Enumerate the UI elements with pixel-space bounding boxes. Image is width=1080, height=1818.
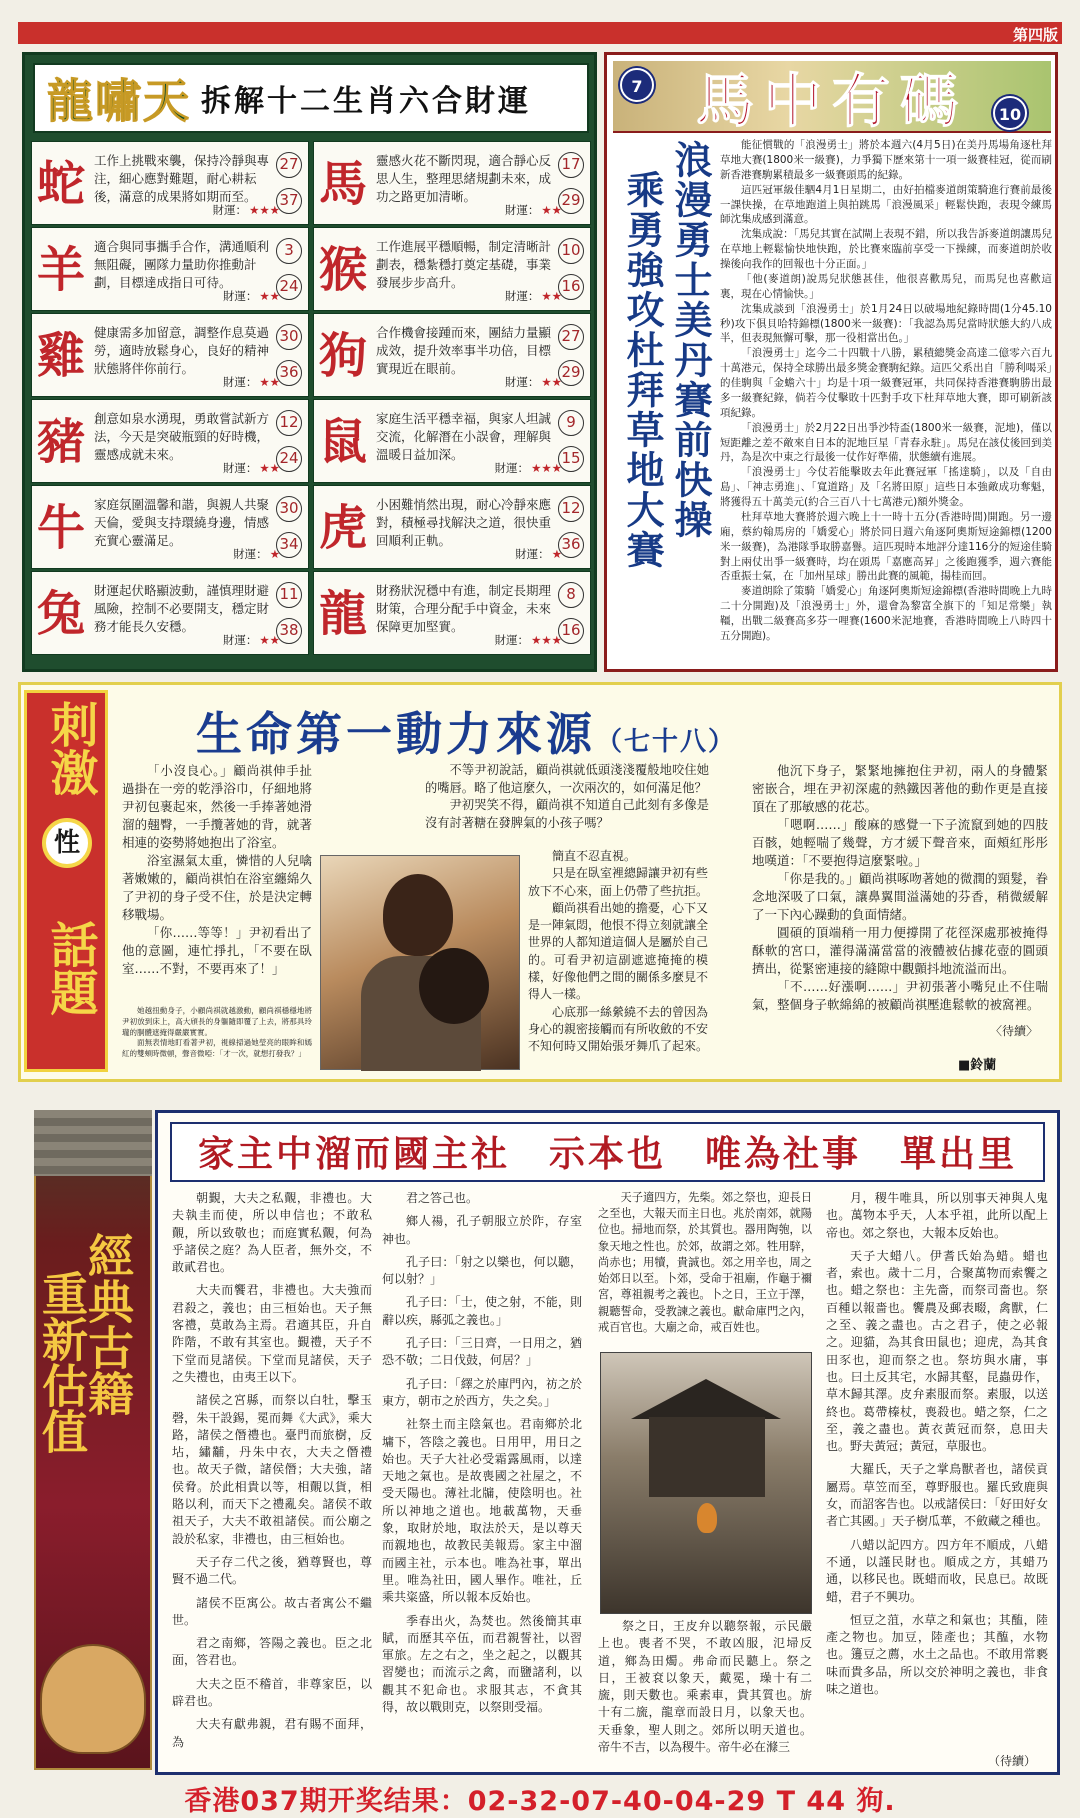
classic-column <box>598 1190 812 1342</box>
zodiac-animal: 馬 <box>318 156 367 212</box>
zodiac-section <box>22 52 597 672</box>
lucky-number: 15 <box>558 446 584 472</box>
zodiac-fortune-text: 小困難悄然出現，耐心冷靜來應對，積極尋找解決之道，很快重回順利正軌。 <box>376 497 552 548</box>
lucky-number: 27 <box>276 152 302 178</box>
story-title-main: 生命第一動力來源 <box>196 707 596 761</box>
zodiac-wealth <box>94 202 280 218</box>
paragraph: 這匹冠軍級佳駟4月1日星期二，由好拍檔麥道朗策騎進行賽前最後一課快操，在草地跑道上與拍跳馬「浪漫風采」輕鬆快跑，表現令練馬師沈集成感到滿意。 <box>720 183 1052 226</box>
paragraph: 顧尚祺看出她的擔憂，心下又是一陣氣悶，他恨不得立刻就讓全世界的人都知道這個人是屬於自己的。可看尹初這副遮遮掩掩的模樣，好像他們之間的關係多麼見不得人一樣。 <box>528 900 708 1002</box>
paragraph: 沈集成說：「馬兒其實在試閘上表現不錯，所以我告訴麥道朗讓馬兒在草地上輕鬆愉快地快跑，於比賽來臨前享受一下操練，而麥道朗於收操後向我作的回報也十分正面。」 <box>720 228 1052 270</box>
wealth-stars: ★★ <box>259 375 280 389</box>
wealth-label: 財運： <box>494 461 530 475</box>
wealth-label: 財運： <box>504 375 540 389</box>
zodiac-wealth <box>94 546 280 562</box>
lucky-number: 8 <box>558 582 584 608</box>
paragraph: 「嗯啊……」酸麻的感覺一下子流竄到她的四肢百骸，她輕喘了幾聲，方才緩下聲音來，面頰紅彤彤地嘆道：「不要抱得這麼緊啦。」 <box>752 817 1048 868</box>
lucky-number: 10 <box>558 238 584 264</box>
story-column <box>528 848 708 1055</box>
paragraph: 不等尹初說話，顧尚祺就低頭淺淺覆般地咬住她的嘴唇。略了他這麼久，一次兩次的，如何滿足他？ <box>425 763 709 795</box>
paragraph: 面無表情地盯看著尹初，視線掃過她瑩亮的眼眸和嫣紅的雙頰時微頓，聲音微啞：「才一次，就想打發我？」 <box>122 1038 312 1059</box>
classic-column <box>172 1190 372 1757</box>
zodiac-fortune-text: 合作機會接踵而來，團結力量顯成效，提升效率事半功倍，目標實現近在眼前。 <box>376 325 552 376</box>
paragraph: 季春出火，為焚也。然後簡其車賦，而歷其卒伍，而君親誓社，以習軍旅。左之右之，坐之起之，以觀其習變也；而流示之禽，而鹽諸利，以觀其不犯命也。求服其志，不貪其得，故以戰則克，以祭則受福。 <box>382 1613 582 1715</box>
zodiac-fortune-text: 工作上挑戰來襲，保持冷靜與專注，細心應對難題，耐心耕耘後，滿意的成果將如期而至。 <box>94 153 270 204</box>
paragraph: 諸侯不臣寓公。故古者寓公不繼世。 <box>172 1595 372 1627</box>
wealth-stars: ★★ <box>259 289 280 303</box>
lucky-number: 30 <box>276 496 302 522</box>
zodiac-animal: 鼠 <box>318 414 367 470</box>
lucky-number: 30 <box>276 324 302 350</box>
wealth-label: 財運： <box>212 203 248 217</box>
zodiac-fortune-text: 家庭生活平穩幸福，與家人坦誠交流，化解潛在小誤會，理解與溫暖日益加深。 <box>376 411 552 462</box>
zodiac-fortune-text: 家庭氛圍溫馨和諧，與親人共聚天倫，愛與支持環繞身邊，情感充實心靈滿足。 <box>94 497 270 548</box>
lottery-result-banner: 香港037期开奖结果：02-32-07-40-04-29 T 44 狗. <box>184 1786 896 1817</box>
wealth-stars: ★★★ <box>249 203 280 217</box>
paragraph: 麥道朗除了策騎「嬌愛心」角逐阿奧斯短途錦標(香港時間晚上九時二十分開跑)及「浪漫勇士」外，還會為黎富全旗下的「知足常樂」執韁，出戰二級賽高多芬一哩賽(1600米泥地賽，香港時間晚上八時四十五分開跑)。 <box>720 585 1052 642</box>
wealth-label: 財運： <box>504 203 540 217</box>
paragraph: 他沉下身子，緊緊地擁抱住尹初，兩人的身體緊密嵌合，埋在尹初深處的熱鐵因著他的動作更是直接頂在了那敏感的花芯。 <box>752 763 1048 814</box>
paragraph: 簡直不忍直視。 <box>552 849 637 863</box>
zodiac-wealth <box>94 632 280 648</box>
classic-column <box>598 1618 812 1762</box>
story-side-label: 話題 <box>42 920 98 1016</box>
story-couple-photo <box>320 855 520 1070</box>
paragraph: 「小沒良心。」顧尚祺伸手扯過掛在一旁的乾淨浴巾，仔細地將尹初包裹起來，然後一手捧著她滑溜的翹臀，一手攬著她的背，就著相連的姿勢將她抱出了浴室。 <box>122 763 312 850</box>
paragraph: 孔子曰：「三日齊，一日用之，猶恐不敬；二日伐鼓，何居？」 <box>382 1336 582 1368</box>
wealth-label: 財運： <box>233 547 268 561</box>
wealth-stars: ★★ <box>541 375 562 389</box>
zodiac-cell <box>313 485 591 569</box>
temple-ritual-photo <box>600 1352 812 1614</box>
story-author: ■鈴蘭 <box>958 1058 997 1073</box>
zodiac-cell <box>313 571 591 655</box>
zodiac-fortune-text: 工作進展平穩順暢，制定清晰計劃表，穩紮穩打奠定基礎，事業發展步步高升。 <box>376 239 552 290</box>
zodiac-cell <box>313 227 591 311</box>
wealth-stars: ★ <box>269 547 280 561</box>
story-column <box>425 762 709 833</box>
wealth-stars: ★★★ <box>531 633 562 647</box>
paragraph: 「浪漫勇士」迄今二十四戰十八勝，累積總獎金高達二億零六百九十萬港元，保持全球勝出最多獎金賽駒紀錄。這匹父系出自「勝利喝采」的佳駒與「金蟾六十」均是十項一級賽冠軍，共同保持香港賽駒勝出最多一級賽紀錄，倘若今仗擊敗十匹對手攻下杜拜草地大賽，即可刷新該項紀錄。 <box>720 347 1052 419</box>
zodiac-fortune-text: 財務狀況穩中有進，制定長期理財策，合理分配手中資金，未來保障更加堅實。 <box>376 583 552 634</box>
lucky-number: 29 <box>558 188 584 214</box>
wealth-label: 財運： <box>504 289 540 303</box>
wealth-stars: ★★ <box>541 289 562 303</box>
lucky-number: 36 <box>276 360 302 386</box>
page-label: 第四版 <box>1012 26 1058 44</box>
paragraph: 大夫有獻弗親，君有賜不面拜，為 <box>172 1717 372 1749</box>
paragraph: 她越扭動身子，小顧尚祺就越激動，顧尚祺穩穩地將尹初放到床上，高大頎長的身軀隨即覆了上去，將那具玲瓏的胴體遮掩得嚴嚴實實。 <box>122 1006 312 1037</box>
header-bar <box>18 22 1062 44</box>
zodiac-wealth <box>94 460 280 476</box>
zodiac-animal: 虎 <box>318 500 367 556</box>
scroll-roll-top <box>34 1110 152 1176</box>
paragraph: 恒豆之菹，水草之和氣也；其醢，陸產之物也。加豆，陸產也；其醢，水物也。籩豆之薦，水土之品也。不敢用常褻味而貴多品，所以交於神明之義也，非食味之道也。 <box>826 1612 1048 1697</box>
paragraph: 諸侯之宮縣，而祭以白牡，擊玉磬，朱干設錫，冕而舞《大武》，乘大路，諸侯之僭禮也。臺門而旅樹，反坫，繡黼，丹朱中衣，大夫之僭禮也。故天子微，諸侯僭；大夫強，諸侯脅。於此相貴以等，相覿以貨，相賂以利，而天下之禮亂矣。諸侯不敢祖天子，大夫不敢祖諸侯。而公廟之設於私家，非禮也，由三桓始也。 <box>172 1393 372 1546</box>
zodiac-wealth <box>94 374 280 390</box>
lucky-number: 24 <box>276 446 302 472</box>
horse-number-badge: 10 <box>993 96 1027 130</box>
zodiac-fortune-text: 靈感火花不斷閃現，適合靜心反思人生，整理思緒規劃未來，成功之路更加清晰。 <box>376 153 552 204</box>
sage-portrait <box>40 1644 146 1754</box>
lucky-number: 12 <box>276 410 302 436</box>
classic-continue-note: （待續） <box>988 1754 1037 1768</box>
lucky-number: 29 <box>558 360 584 386</box>
story-column <box>122 762 312 978</box>
paragraph: 大夫之臣不稽首，非尊家臣，以辟君也。 <box>172 1676 372 1709</box>
zodiac-wealth <box>376 546 562 562</box>
paragraph: 大夫而饗君，非禮也。大夫強而君殺之，義也；由三桓始也。天子無客禮，莫敢為主焉。君適其臣，升自阼階，不敢有其室也。覲禮，天子不下堂而見諸侯。下堂而見諸侯，天子之失禮也，由夷王以下。 <box>172 1283 372 1384</box>
paragraph: 尹初哭笑不得，顧尚祺不知道自己此刻有多像是沒有討著糖在發脾氣的小孩子嗎？ <box>425 798 709 830</box>
paragraph: 大羅氏，天子之掌鳥獸者也，諸侯貢屬焉。草笠而至，尊野服也。羅氏致鹿與女，而詔客告也。以戒諸侯曰：「好田好女者亡其國。」天子樹瓜華，不斂藏之種也。 <box>826 1462 1048 1529</box>
horse-headline: 浪漫勇士美丹賽前快操 <box>668 140 713 540</box>
classic-side-label: 重新估值 <box>35 1270 89 1454</box>
zodiac-animal: 龍 <box>318 586 367 642</box>
paragraph: 朝覲，大夫之私覿，非禮也。大夫執圭而使，所以申信也；不敢私覿，所以致敬也；而庭實私覿，何為乎諸侯之庭？為人臣者，無外交，不敢貳君也。 <box>172 1191 372 1275</box>
horse-number-badge: 7 <box>620 68 654 102</box>
zodiac-cell <box>31 313 309 397</box>
zodiac-title-bar <box>33 63 589 133</box>
zodiac-animal: 豬 <box>36 414 85 470</box>
paragraph: 孔子曰：「射之以樂也，何以聽，何以射？」 <box>382 1254 582 1287</box>
paragraph: 君之南鄉，答陽之義也。臣之北面，答君也。 <box>172 1636 372 1668</box>
zodiac-cell <box>31 227 309 311</box>
zodiac-fortune-text: 適合與同事攜手合作，溝通順利無阻礙，團隊力量助你推動計劃，目標達成指日可待。 <box>94 239 270 290</box>
lucky-number: 3 <box>276 238 302 264</box>
classic-side-label: 經典古籍 <box>81 1232 135 1416</box>
paragraph: 天子適四方，先柴。郊之祭也，迎長日之至也，大報天而主日也。兆於南郊，就陽位也。掃地而祭，於其質也。器用陶匏，以象天地之性也。於郊，故謂之郊。牲用騂，尚赤也；用犢，貴誠也。郊之用辛也，周之始郊日以至。卜郊，受命于祖廟，作龜于禰宮，尊祖親考之義也。卜之日，王立于澤，親聽誓命，受教諫之義也。獻命庫門之內，戒百官也。大廟之命，戒百姓也。 <box>598 1191 812 1334</box>
lucky-number: 34 <box>276 532 302 558</box>
horse-headline: 乘勇強攻杜拜草地大賽 <box>620 170 665 570</box>
paragraph: 社祭土而主陰氣也。君南鄉於北墉下，答陰之義也。日用甲，用日之始也。天子大社必受霜露風雨，以達天地之氣也。是故喪國之社屋之，不受天陽也。薄社北牖，使陰明也。社所以神地之道也。地載萬物，天垂象，取財於地，取法於天，是以尊天而親地也，故教民美報焉。家主中溜而國主社，示本也。唯為社事，單出里。唯為社田，國人畢作。唯社，丘乘共粢盛，所以報本反始也。 <box>382 1417 582 1605</box>
paragraph: 「你是我的。」顧尚祺啄吻著她的微潤的頸髮，眷念地深吸了口氣，讓鼻翼間溢滿她的芬香，稍微緩解了一下內心躁動的負面情緒。 <box>752 871 1048 922</box>
horse-title: 馬中有碼 <box>695 67 968 135</box>
lucky-number: 38 <box>276 618 302 644</box>
lucky-number: 9 <box>558 410 584 436</box>
wealth-label: 財運： <box>222 461 258 475</box>
lucky-number: 27 <box>558 324 584 350</box>
paragraph: 八蜡以記四方。四方年不順成，八蜡不通，以謹民財也。順成之方，其蜡乃通，以移民也。既蜡而收，民息已。故既蜡，君子不興功。 <box>826 1537 1048 1604</box>
classic-column <box>826 1190 1048 1704</box>
paragraph: 「你……等等！」尹初看出了他的意圖，連忙掙扎，「不要在臥室……不對，不要再來了！」 <box>122 925 312 976</box>
story-column <box>122 1006 312 1060</box>
paragraph: 「浪漫勇士」今仗若能擊敗去年此賽冠軍「搖達騎」，以及「自由島」、「神志勇進」、「寬道路」及「名將田原」這些日本強敵成功奪魁，將獲得五十萬美元(約合三百八十七萬港元)額外獎金。 <box>720 466 1052 508</box>
classic-column <box>382 1190 582 1722</box>
zodiac-cell <box>313 313 591 397</box>
zodiac-subtitle: 拆解十二生肖六合財運 <box>201 84 531 119</box>
horse-banner <box>613 61 1051 133</box>
wealth-label: 財運： <box>222 633 258 647</box>
lucky-number: 11 <box>276 582 302 608</box>
wealth-stars: ★ <box>551 547 562 561</box>
zodiac-wealth <box>376 202 562 218</box>
paragraph: 鄉人禓，孔子朝服立於阼，存室神也。 <box>382 1214 582 1246</box>
paragraph: 浴室濕氣太重，憐惜的人兒噙著嫩嫩的，顧尚祺怕在浴室纏綿久了尹初的身子受不住，於是決定轉移戰場。 <box>122 853 312 922</box>
paragraph: 天子大蜡八。伊耆氏始為蜡。蜡也者，索也。歲十二月，合聚萬物而索饗之也。蜡之祭也：主先嗇，而祭司嗇也。祭百種以報嗇也。饗農及郵表畷，禽獸，仁之至、義之盡也。古之君子，使之必報之。迎貓，為其食田鼠也；迎虎，為其食田豕也，迎而祭之也。祭坊與水庸，事也。曰土反其宅，水歸其壑，昆蟲毋作，草木歸其澤。皮弁素服而祭。素服，以送終也。葛帶榛杖，喪殺也。蜡之祭，仁之至，義之盡也。黃衣黃冠而祭，息田夫也。野夫黃冠；黃冠，草服也。 <box>826 1248 1048 1454</box>
wealth-stars: ★★★ <box>531 461 562 475</box>
wealth-label: 財運： <box>494 633 530 647</box>
zodiac-animal: 雞 <box>36 328 85 384</box>
zodiac-animal: 蛇 <box>36 156 85 212</box>
zodiac-wealth <box>376 460 562 476</box>
zodiac-fortune-text: 健康需多加留意，調整作息莫過勞，適時放鬆身心，良好的精神狀態將伴你前行。 <box>94 325 270 376</box>
zodiac-animal: 狗 <box>318 328 367 384</box>
zodiac-cell <box>31 399 309 483</box>
zodiac-cell <box>313 399 591 483</box>
story-title <box>196 698 956 764</box>
paragraph: 祭之日，王皮弁以聽祭報，示民嚴上也。喪者不哭，不敢凶服，氾埽反道，鄉為田燭。弗命而民聽上。祭之日，王被袞以象天，戴冕，璪十有二旒，則天數也。乘素車，貴其質也。旂十有二旒，龍章而設日月，以象天也。天垂象，聖人則之。郊所以明天道也。帝牛不吉，以為稷牛。帝牛必在滌三 <box>598 1619 812 1755</box>
zodiac-brand: 龍嘯天 <box>47 74 191 128</box>
story-title-suffix: （七十八） <box>596 727 737 757</box>
story-side-label: 刺激 <box>42 700 98 796</box>
lucky-number: 16 <box>558 618 584 644</box>
zodiac-cell <box>313 141 591 225</box>
zodiac-animal: 牛 <box>36 500 85 556</box>
wealth-label: 財運： <box>222 375 258 389</box>
lucky-number: 36 <box>558 532 584 558</box>
paragraph: 沈集成談到「浪漫勇士」於1月24日以破場地紀錄時間(1分45.10秒)攻下俱貝哈特錦標(1800米一級賽)：「我認為馬兒當時狀態大約八成半，但表現無懈可擊，那一役相當出色。」 <box>720 302 1052 345</box>
classic-title: 家主中溜而國主社 示本也 唯為社事 單出里 <box>170 1122 1045 1182</box>
zodiac-animal: 兔 <box>36 586 85 642</box>
zodiac-wealth <box>376 374 562 390</box>
paragraph: 杜拜草地大賽將於週六晚上十一時十五分(香港時間)開跑。另一邊廂，蔡約翰馬房的「嬌愛心」將於同日週六角逐阿奧斯短途錦標(1200米一級賽)，為港隊爭取勝嘉譽。這匹現時本地評分達116分的短途佳騎對上兩仗出爭一級賽時，均在頭馬「嘉應高昇」之後跑獲季，週六賽能否重振士氣，在「加州星球」勝出此賽的風範，揚桂而回。 <box>720 510 1052 583</box>
lucky-number: 12 <box>558 496 584 522</box>
story-column <box>752 762 1048 1014</box>
paragraph: 「他(麥道朗)說馬兒狀態甚佳，他很喜歡馬兒，而馬兒也喜歡這裏，現在心情愉快。」 <box>720 272 1052 300</box>
lucky-number: 24 <box>276 274 302 300</box>
paragraph: 只是在臥室裡總歸讓尹初有些放下不心來，面上仍帶了些抗拒。 <box>528 866 708 898</box>
paragraph: 孔子曰：「繹之於庫門內，祊之於東方，朝市之於西方，失之矣。」 <box>382 1376 582 1408</box>
paragraph: 天子存二代之後，猶尊賢也，尊賢不過二代。 <box>172 1554 372 1587</box>
paragraph: 月，稷牛唯具，所以別事天神與人鬼也。萬物本乎天，人本乎祖，此所以配上帝也。郊之祭也，大報本反始也。 <box>826 1191 1048 1240</box>
lucky-number: 16 <box>558 274 584 300</box>
paragraph: 「不……好漲啊……」尹初張著小嘴兒止不住喘氣，整個身子軟綿綿的被顧尚祺壓進鬆軟的被窩裡。 <box>752 979 1048 1012</box>
zodiac-wealth <box>94 288 280 304</box>
zodiac-fortune-text: 創意如泉水湧現，勇敢嘗試新方法，今天是突破瓶頸的好時機，靈感成就未來。 <box>94 411 270 462</box>
paragraph: 君之答己也。 <box>406 1191 479 1205</box>
zodiac-wealth <box>376 288 562 304</box>
paragraph: 心底那一絲縈繞不去的曾因為身心的親密接觸而有所收斂的不安不知何時又開始張牙舞爪了起來。 <box>528 1004 708 1054</box>
lucky-number: 37 <box>276 188 302 214</box>
wealth-label: 財運： <box>222 289 258 303</box>
paragraph: 能征慣戰的「浪漫勇士」將於本週六(4月5日)在美丹馬場角逐杜拜草地大賽(1800米一級賽)，力爭獨下歷來第十一項一級賽桂冠，從而刷新香港賽駒累積最多一級賽頭馬的紀錄。 <box>720 139 1052 181</box>
paragraph: 孔子曰：「士，使之射，不能，則辭以疾，縣弧之義也。」 <box>382 1295 582 1327</box>
paragraph: 「浪漫勇士」於2月22日出爭沙特盃(1800米一級賽，泥地)，僅以短距離之差不敵來自日本的泥地巨星「青春永駐」。馬兒在該仗後回到美丹，為是次中東之行最後一仗作好準備，狀態續有進展。 <box>720 421 1052 464</box>
wealth-stars: ★★ <box>259 461 280 475</box>
paragraph: 圓碩的頂端稍一用力便撐開了花徑深處那被掩得酥軟的宮口，灌得滿滿當當的液體被佔據花壺的圓頭擠出，從緊密連接的縫隙中觀顫抖地流溢而出。 <box>752 925 1048 976</box>
zodiac-fortune-text: 財運起伏略顯波動，謹慎理財避風險，控制不必要開支，穩定財務才能長久安穩。 <box>94 583 270 634</box>
zodiac-animal: 羊 <box>36 242 85 298</box>
zodiac-animal: 猴 <box>318 242 367 298</box>
wealth-stars: ★★ <box>541 203 562 217</box>
story-side-ring: 性 <box>42 818 92 868</box>
zodiac-wealth <box>376 632 562 648</box>
story-continue-note: 〈待續〉 <box>990 1024 1039 1038</box>
horse-article-body <box>720 138 1052 644</box>
zodiac-cell <box>31 485 309 569</box>
lucky-number: 17 <box>558 152 584 178</box>
wealth-label: 財運： <box>515 547 550 561</box>
wealth-stars: ★★ <box>259 633 280 647</box>
zodiac-cell <box>31 571 309 655</box>
zodiac-cell <box>31 141 309 225</box>
